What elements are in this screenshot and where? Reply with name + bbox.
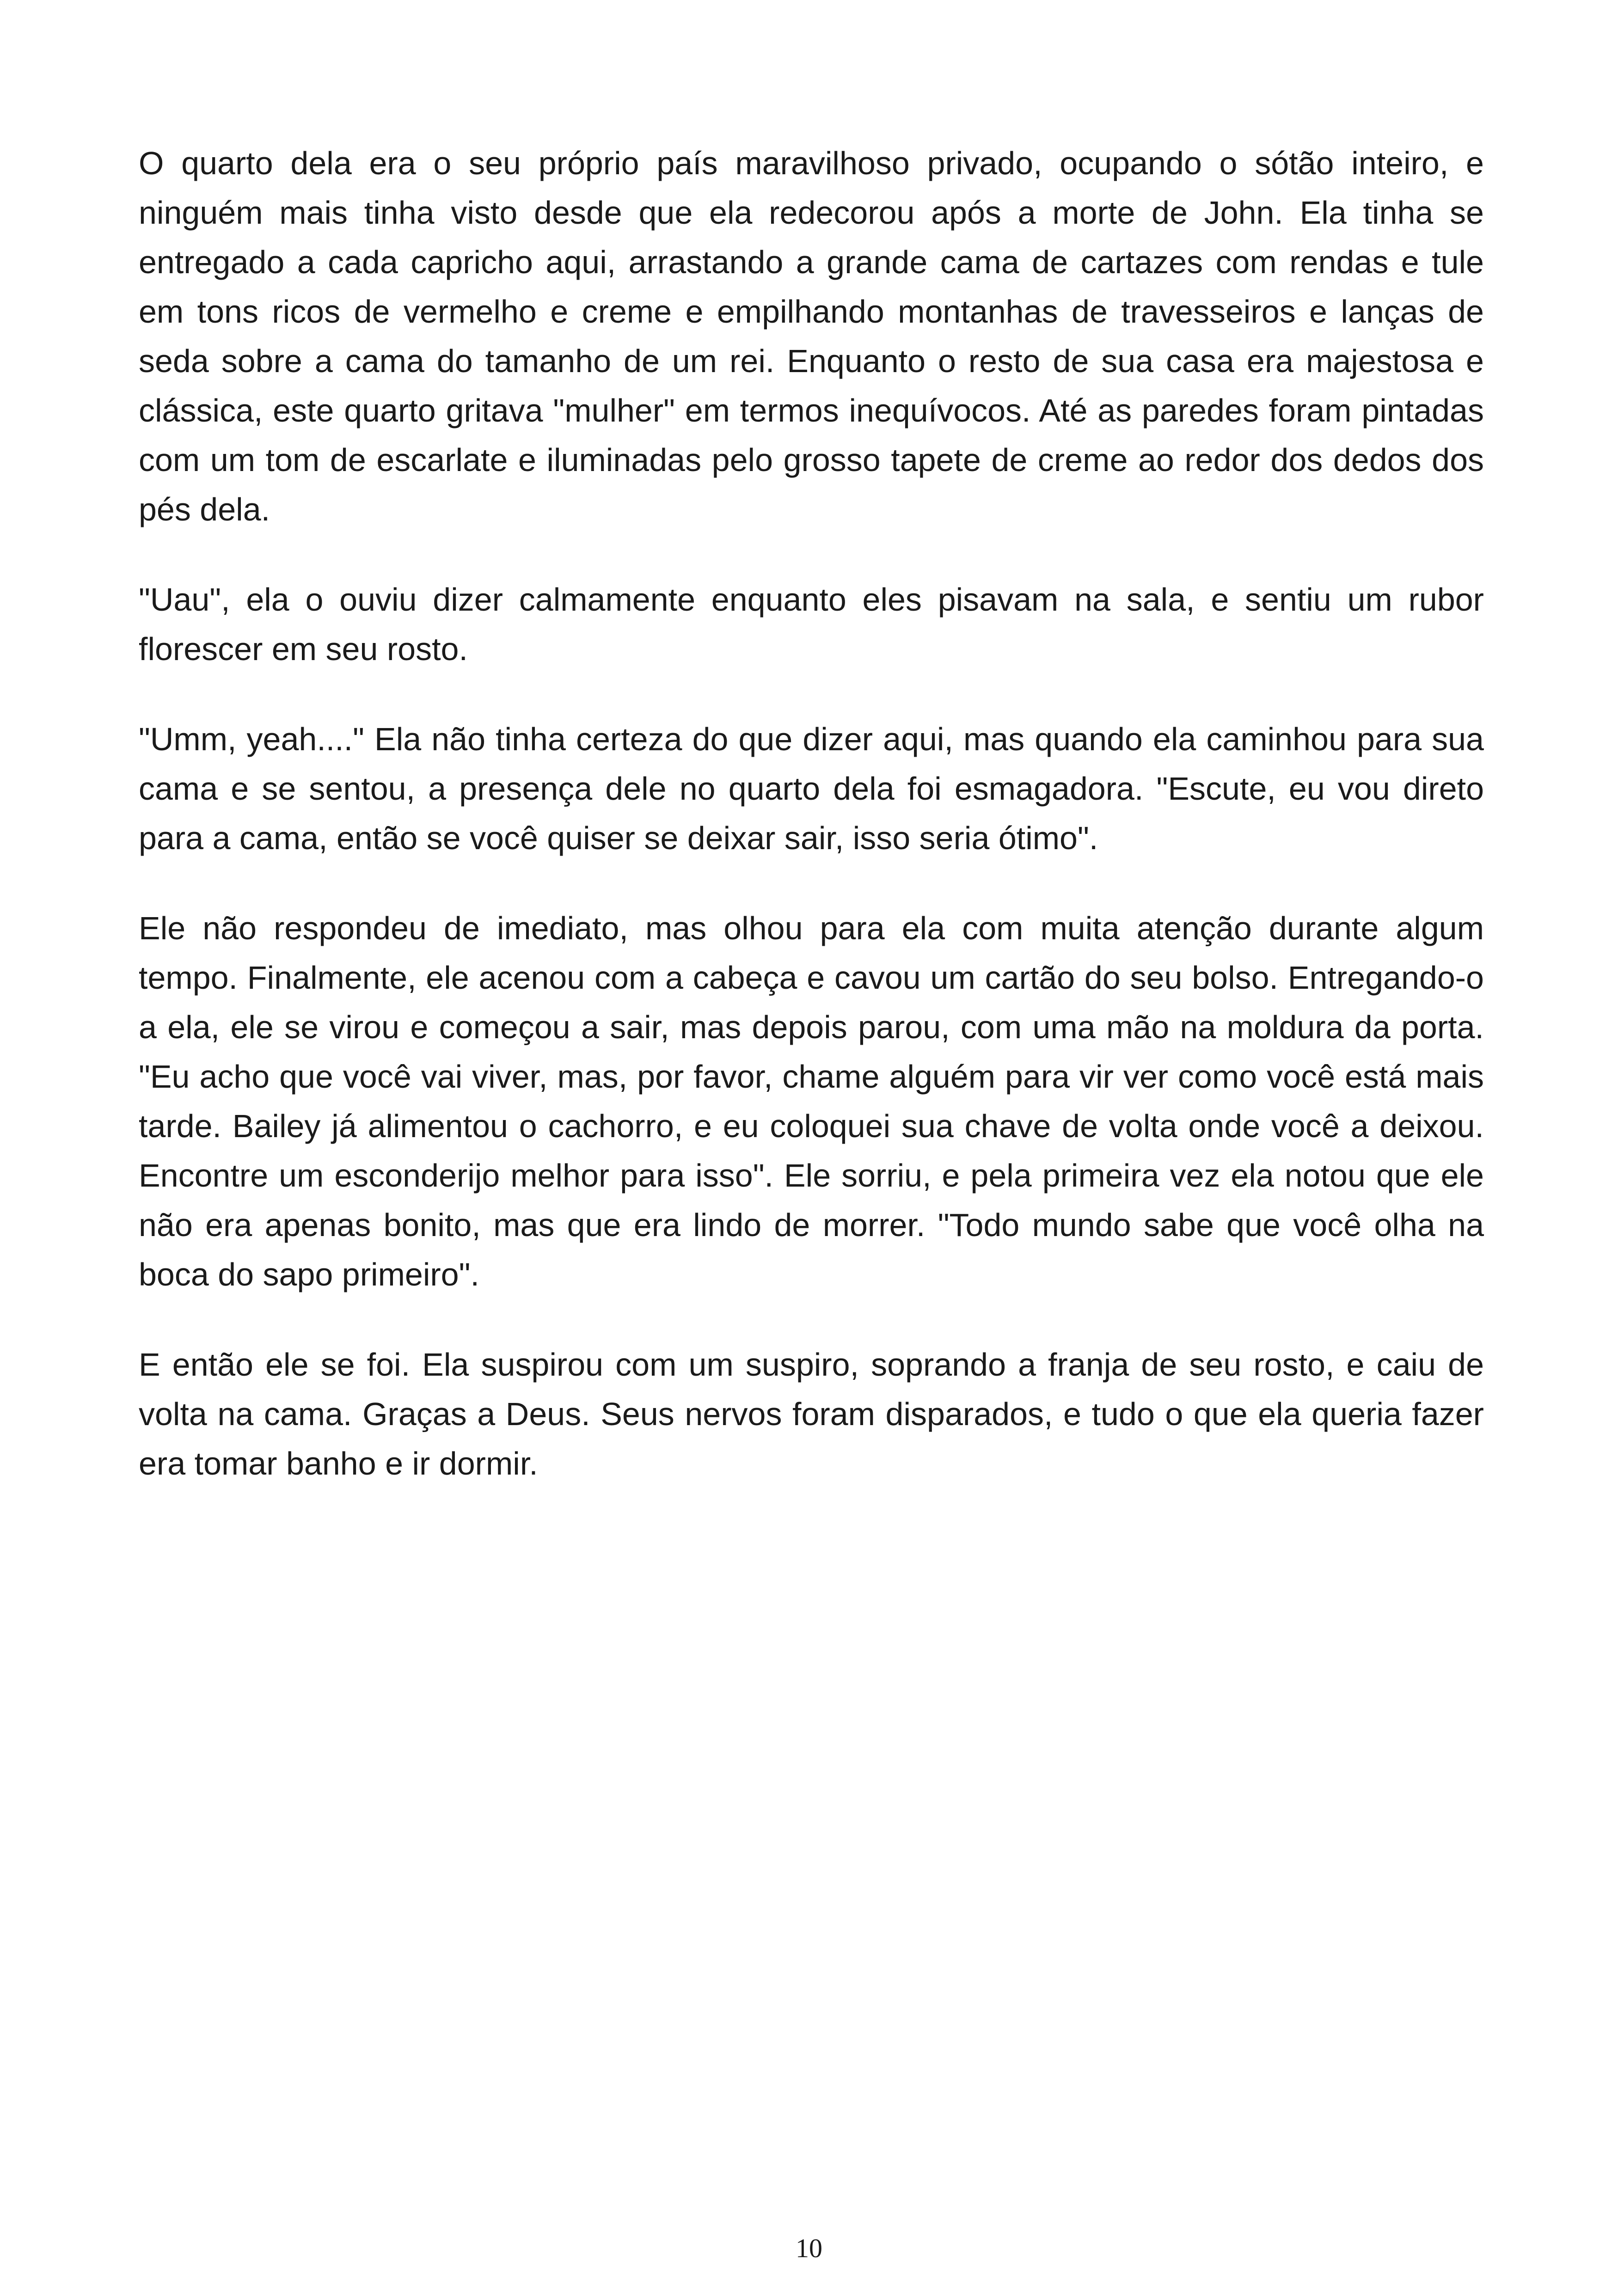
paragraph-4: Ele não respondeu de imediato, mas olhou para ela com muita atenção durante algum tempo. Finalmente, ele acenou com a cabeça e cavou um cartão do seu bolso. Entregando-o a ela, ele se virou e começou a sair, mas depois parou, com uma mão na moldura da porta. "Eu acho que você vai viver, mas, por favor, chame alguém para vir ver como você está mais tarde. Bailey já alimentou o cachorro, e eu coloquei sua chave de volta onde você a deixou. Encontre um esconderijo melhor para isso". Ele sorriu, e pela primeira vez ela notou que ele não era apenas bonito, mas que era lindo de morrer. "Todo mundo sabe que você olha na boca do sapo primeiro". [139, 910, 1484, 1292]
paragraph-1: O quarto dela era o seu próprio país maravilhoso privado, ocupando o sótão inteiro, e ninguém mais tinha visto desde que ela redecorou após a morte de John. Ela tinha se entregado a cada capricho aqui, arrastando a grande cama de cartazes com rendas e tule em tons ricos de vermelho e creme e empilhando montanhas de travesseiros e lanças de seda sobre a cama do tamanho de um rei. Enquanto o resto de sua casa era majestosa e clássica, este quarto gritava "mulher" em termos inequívocos. Até as paredes foram pintadas com um tom de escarlate e iluminadas pelo grosso tapete de creme ao redor dos dedos dos pés dela. [139, 145, 1484, 527]
paragraph-3: "Umm, yeah...." Ela não tinha certeza do que dizer aqui, mas quando ela caminhou para sua cama e se sentou, a presença dele no quarto dela foi esmagadora. "Escute, eu vou direto para a cama, então se você quiser se deixar sair, isso seria ótimo". [139, 721, 1484, 856]
body-text [139, 139, 1484, 1529]
paragraph-2: "Uau", ela o ouviu dizer calmamente enquanto eles pisavam na sala, e sentiu um rubor florescer em seu rosto. [139, 582, 1484, 667]
paragraph-5: E então ele se foi. Ela suspirou com um suspiro, soprando a franja de seu rosto, e caiu de volta na cama. Graças a Deus. Seus nervos foram disparados, e tudo o que ela queria fazer era tomar banho e ir dormir. [139, 1347, 1484, 1482]
page-number: 10 [796, 2233, 822, 2263]
